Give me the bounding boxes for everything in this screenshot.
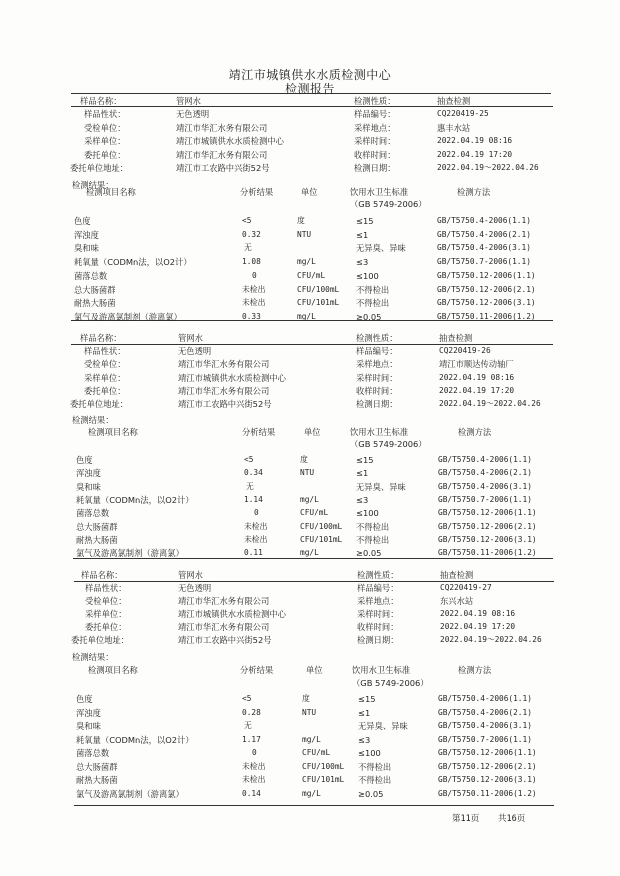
field-value-sampling-unit: 靖江市城镇供水水质检测中心 (178, 608, 286, 619)
item-unit: CFU/mL (302, 748, 331, 757)
field-label-sampling-unit: 采样单位： (84, 136, 126, 147)
field-label-sample-no: 样品编号： (357, 582, 399, 593)
item-result: 未检出 (244, 521, 268, 531)
item-result: 未检出 (242, 298, 266, 308)
item-method: GB/T5750.12-2006(2.1) (438, 521, 537, 531)
item-unit: CFU/100mL (297, 284, 340, 294)
field-value-entrust-address: 靖江市工农路中兴街52号 (178, 399, 272, 409)
item-method: GB/T5750.12-2006(2.1) (438, 761, 537, 771)
item-name: 色度 (76, 694, 93, 704)
field-value-entrust-address: 靖江市工农路中兴街52号 (178, 634, 272, 645)
item-standard: ≤3 (358, 734, 371, 745)
field-label-receive-time: 收样时间： (357, 621, 399, 632)
item-name: 总大肠菌群 (76, 521, 118, 532)
field-value-entrust-unit: 靖江市华汇水务有限公司 (178, 385, 270, 396)
field-label-test-date: 检测日期： (354, 163, 396, 173)
item-unit: 度 (297, 216, 305, 225)
item-standard: ≤15 (356, 216, 374, 226)
item-method: GB/T5750.11-2006(1.2) (438, 548, 537, 558)
item-standard: ≤100 (356, 270, 379, 281)
field-value-sample-name: 管网水 (178, 570, 203, 580)
item-result: 0.14 (242, 788, 261, 798)
col-header-result: 分析结果 (242, 427, 276, 437)
field-value-test-date: 2022.04.19～2022.04.26 (440, 634, 542, 644)
field-label-entrust-unit: 委托单位： (84, 385, 126, 396)
item-result: 未检出 (242, 775, 266, 784)
field-value-test-date: 2022.04.19～2022.04.26 (439, 399, 541, 408)
item-name: 耗氧量（CODMn法，以O2计） (76, 734, 194, 745)
item-method: GB/T5750.4-2006(1.1) (437, 216, 531, 225)
field-label-sample-no: 样品编号： (354, 109, 396, 120)
item-result: 1.14 (244, 494, 263, 504)
item-method: GB/T5750.12-2006(3.1) (438, 775, 537, 784)
col-header-standard: 饮用水卫生标准 (350, 427, 409, 437)
col-header-item: 检测项目名称 (88, 665, 138, 675)
item-result: 0.32 (242, 229, 261, 239)
item-standard: ≤100 (356, 508, 379, 519)
item-method: GB/T5750.12-2006(3.1) (437, 298, 536, 308)
col-header-method: 检测方法 (458, 665, 492, 675)
org-title: 靖江市城镇供水水质检测中心 (228, 68, 392, 82)
field-label-sampling-site: 采样地点： (356, 359, 398, 370)
item-standard: ≥0.05 (356, 548, 382, 559)
item-unit: CFU/mL (297, 270, 326, 280)
item-method: GB/T5750.11-2006(1.2) (438, 788, 537, 798)
field-value-sample-no: CQ220419-25 (437, 109, 489, 119)
item-standard: ≤100 (358, 748, 381, 758)
field-value-sample-state: 无色透明 (176, 109, 210, 120)
page-number: 第11页 (452, 814, 480, 824)
field-value-sample-state: 无色透明 (178, 346, 212, 357)
field-label-receive-time: 收样时间： (356, 385, 398, 396)
item-result: 未检出 (244, 534, 268, 544)
section-rule (71, 106, 553, 107)
item-standard: ≤1 (356, 229, 369, 240)
field-label-entrust-unit: 委托单位： (85, 621, 127, 632)
field-value-sampling-unit: 靖江市城镇供水水质检测中心 (178, 372, 286, 383)
doc-title: 检测报告 (284, 82, 335, 96)
item-standard: 不得检出 (356, 521, 390, 532)
item-name: 耐热大肠菌 (76, 775, 118, 785)
item-method: GB/T5750.12-2006(2.1) (437, 284, 536, 294)
item-name: 浑浊度 (76, 468, 101, 479)
title-rule (71, 93, 551, 94)
field-label-sampling-time: 采样时间： (357, 608, 399, 619)
item-result: 未检出 (242, 761, 266, 771)
item-standard: 不得检出 (358, 775, 392, 785)
item-method: GB/T5750.7-2006(1.1) (437, 257, 531, 267)
field-value-test-date: 2022.04.19～2022.04.26 (437, 163, 539, 172)
field-label-sampling-site: 采样地点： (354, 122, 396, 133)
field-value-sample-state: 无色透明 (178, 582, 212, 593)
item-standard: 无异臭、异味 (356, 243, 406, 254)
item-unit: CFU/101mL (302, 775, 345, 784)
item-standard: 不得检出 (358, 761, 392, 772)
field-label-entrust-address: 委托单位地址： (70, 163, 129, 173)
field-label-test-nature: 检测性质： (354, 96, 396, 106)
field-label-client-unit: 受检单位： (84, 122, 126, 133)
field-label-sample-name: 样品名称： (80, 333, 122, 343)
item-unit: NTU (302, 707, 317, 717)
item-unit: 度 (302, 694, 310, 703)
field-value-client-unit: 靖江市华汇水务有限公司 (176, 122, 268, 133)
field-label-test-nature: 检测性质： (356, 333, 398, 343)
field-value-client-unit: 靖江市华汇水务有限公司 (178, 359, 270, 370)
field-value-sampling-unit: 靖江市城镇供水水质检测中心 (176, 136, 284, 147)
col-header-method: 检测方法 (457, 187, 491, 197)
item-name: 浑浊度 (74, 229, 99, 240)
item-unit: CFU/101mL (297, 298, 340, 308)
col-header-unit: 单位 (301, 187, 318, 197)
item-unit: CFU/mL (300, 508, 329, 518)
item-unit: CFU/100mL (300, 521, 343, 531)
section-rule (71, 344, 553, 345)
item-name: 氯气及游离氯制剂（游离氯） (76, 548, 184, 559)
item-method: GB/T5750.4-2006(3.1) (438, 721, 532, 730)
item-unit: mg/L (297, 311, 316, 321)
field-label-entrust-address: 委托单位地址： (71, 634, 130, 645)
item-method: GB/T5750.7-2006(1.1) (438, 494, 532, 504)
col-header-standard-code: （GB 5749-2006） (350, 439, 427, 449)
item-result: <5 (242, 216, 252, 225)
item-result: 0 (254, 508, 259, 518)
item-result: 1.08 (242, 257, 261, 267)
col-header-standard-code: （GB 5749-2006） (352, 678, 429, 688)
field-label-sample-name: 样品名称： (81, 570, 123, 580)
item-name: 耐热大肠菌 (74, 298, 116, 309)
item-unit: mg/L (300, 548, 319, 558)
field-value-sampling-site: 东兴水站 (440, 595, 474, 606)
field-label-sampling-unit: 采样单位： (85, 608, 127, 619)
item-name: 氯气及游离氯制剂（游离氯） (76, 788, 184, 799)
field-value-sampling-time: 2022.04.19 08:16 (437, 136, 513, 146)
item-name: 耗氧量（CODMn法，以O2计） (76, 494, 194, 505)
col-header-standard-code: （GB 5749-2006） (350, 199, 427, 209)
field-value-entrust-unit: 靖江市华汇水务有限公司 (178, 621, 270, 632)
field-label-sampling-time: 采样时间： (354, 136, 396, 147)
item-unit: mg/L (302, 788, 321, 798)
item-standard: 无异臭、异味 (356, 481, 406, 492)
item-method: GB/T5750.12-2006(3.1) (438, 534, 537, 544)
col-header-item: 检测项目名称 (88, 427, 138, 437)
col-header-standard: 饮用水卫生标准 (352, 665, 411, 675)
item-unit: NTU (300, 468, 315, 478)
item-name: 色度 (76, 455, 93, 465)
item-method: GB/T5750.7-2006(1.1) (438, 734, 532, 744)
col-header-standard: 饮用水卫生标准 (350, 187, 409, 197)
item-result: 未检出 (242, 284, 266, 294)
field-value-sampling-time: 2022.04.19 08:16 (440, 608, 516, 618)
field-value-entrust-address: 靖江市工农路中兴街52号 (176, 163, 270, 173)
field-label-client-unit: 受检单位： (85, 595, 127, 606)
field-value-sampling-site: 靖江市顺达传动轴厂 (439, 359, 514, 370)
field-label-entrust-unit: 委托单位： (84, 149, 126, 160)
results-label: 检测结果： (72, 180, 114, 190)
item-result: 无 (246, 481, 254, 491)
item-name: 臭和味 (74, 243, 99, 254)
field-value-test-nature: 抽查检测 (437, 96, 471, 106)
field-value-receive-time: 2022.04.19 17:20 (437, 149, 513, 159)
item-unit: mg/L (297, 257, 316, 267)
item-method: GB/T5750.11-2006(1.2) (437, 311, 536, 321)
item-unit: CFU/100mL (302, 761, 345, 771)
field-label-test-date: 检测日期： (357, 634, 399, 645)
item-standard: ≤3 (356, 494, 369, 505)
field-label-sample-no: 样品编号： (356, 346, 398, 357)
item-name: 浑浊度 (76, 707, 101, 718)
item-name: 臭和味 (76, 721, 101, 731)
item-result: <5 (242, 694, 252, 703)
field-value-sample-name: 管网水 (176, 96, 201, 106)
item-name: 耗氧量（CODMn法，以O2计） (74, 257, 192, 268)
field-value-test-nature: 抽查检测 (439, 333, 473, 343)
section-rule (73, 558, 553, 559)
item-standard: ≤1 (356, 468, 369, 479)
field-label-entrust-address: 委托单位地址： (70, 399, 129, 409)
field-value-entrust-unit: 靖江市华汇水务有限公司 (176, 149, 268, 160)
item-standard: 不得检出 (356, 298, 390, 309)
field-value-receive-time: 2022.04.19 17:20 (440, 621, 516, 631)
section-rule (74, 581, 554, 582)
item-standard: 不得检出 (356, 284, 390, 295)
field-value-sampling-time: 2022.04.19 08:16 (439, 372, 515, 382)
results-label: 检测结果： (72, 415, 114, 425)
item-standard: 不得检出 (356, 534, 390, 545)
page-total: 共16页 (498, 814, 526, 824)
item-standard: ≤15 (358, 694, 376, 704)
item-method: GB/T5750.4-2006(3.1) (438, 481, 532, 491)
item-method: GB/T5750.4-2006(2.1) (438, 707, 532, 717)
item-name: 耐热大肠菌 (76, 534, 118, 545)
item-name: 菌落总数 (74, 270, 108, 281)
item-result: 0.28 (242, 707, 261, 717)
field-value-sample-no: CQ220419-26 (439, 346, 491, 356)
item-result: 0.34 (244, 468, 263, 478)
item-result: 1.17 (242, 734, 261, 744)
col-header-result: 分析结果 (240, 665, 274, 675)
item-result: 0 (252, 748, 257, 757)
item-name: 菌落总数 (76, 748, 110, 758)
item-method: GB/T5750.12-2006(1.1) (438, 748, 537, 757)
field-value-sample-name: 管网水 (178, 333, 203, 343)
item-result: 0.11 (244, 548, 263, 558)
field-label-sampling-site: 采样地点： (357, 595, 399, 606)
col-header-item: 检测项目名称 (86, 187, 136, 197)
field-value-client-unit: 靖江市华汇水务有限公司 (178, 595, 270, 606)
item-name: 氯气及游离氯制剂（游离氯） (74, 311, 182, 322)
field-label-sample-state: 样品性状： (84, 109, 126, 120)
item-result: 无 (244, 721, 252, 730)
col-header-unit: 单位 (304, 427, 321, 437)
item-method: GB/T5750.4-2006(1.1) (438, 455, 532, 464)
item-method: GB/T5750.4-2006(2.1) (438, 468, 532, 478)
field-label-sampling-unit: 采样单位： (84, 372, 126, 383)
field-label-sample-state: 样品性状： (84, 346, 126, 357)
item-unit: mg/L (302, 734, 321, 744)
item-name: 臭和味 (76, 481, 101, 492)
section-rule (74, 805, 554, 806)
field-label-test-nature: 检测性质： (357, 570, 399, 580)
item-method: GB/T5750.4-2006(2.1) (437, 229, 531, 239)
item-unit: NTU (297, 229, 312, 239)
field-label-receive-time: 收样时间： (354, 149, 396, 160)
col-header-method: 检测方法 (458, 427, 492, 437)
item-standard: ≤1 (358, 707, 371, 718)
field-label-sample-name: 样品名称： (80, 96, 122, 106)
field-value-sample-no: CQ220419-27 (440, 582, 492, 592)
item-method: GB/T5750.4-2006(3.1) (437, 243, 531, 253)
item-name: 总大肠菌群 (76, 761, 118, 772)
field-label-client-unit: 受检单位： (84, 359, 126, 370)
item-method: GB/T5750.12-2006(1.1) (437, 270, 536, 280)
col-header-unit: 单位 (306, 665, 323, 675)
item-unit: CFU/101mL (300, 534, 343, 544)
item-unit: mg/L (300, 494, 319, 504)
field-value-receive-time: 2022.04.19 17:20 (439, 385, 515, 395)
item-method: GB/T5750.12-2006(1.1) (438, 508, 537, 518)
item-name: 菌落总数 (76, 508, 110, 519)
field-label-sampling-time: 采样时间： (356, 372, 398, 383)
item-standard: ≥0.05 (356, 311, 382, 322)
item-standard: ≥0.05 (358, 788, 384, 799)
item-name: 总大肠菌群 (74, 284, 116, 295)
item-result: 0.33 (242, 311, 261, 321)
item-standard: 无异臭、异味 (358, 721, 408, 731)
item-unit: 度 (300, 455, 308, 464)
item-result: <5 (244, 455, 254, 464)
field-label-sample-state: 样品性状： (85, 582, 127, 593)
field-label-test-date: 检测日期： (356, 399, 398, 409)
field-value-test-nature: 抽查检测 (440, 570, 474, 580)
item-result: 无 (244, 243, 252, 253)
item-result: 0 (252, 270, 257, 280)
item-standard: ≤3 (356, 257, 369, 268)
col-header-result: 分析结果 (240, 187, 274, 197)
item-name: 色度 (74, 216, 91, 226)
item-standard: ≤15 (356, 455, 374, 465)
field-value-sampling-site: 惠丰水站 (437, 122, 471, 133)
results-label: 检测结果： (72, 652, 114, 662)
item-method: GB/T5750.4-2006(1.1) (438, 694, 532, 703)
